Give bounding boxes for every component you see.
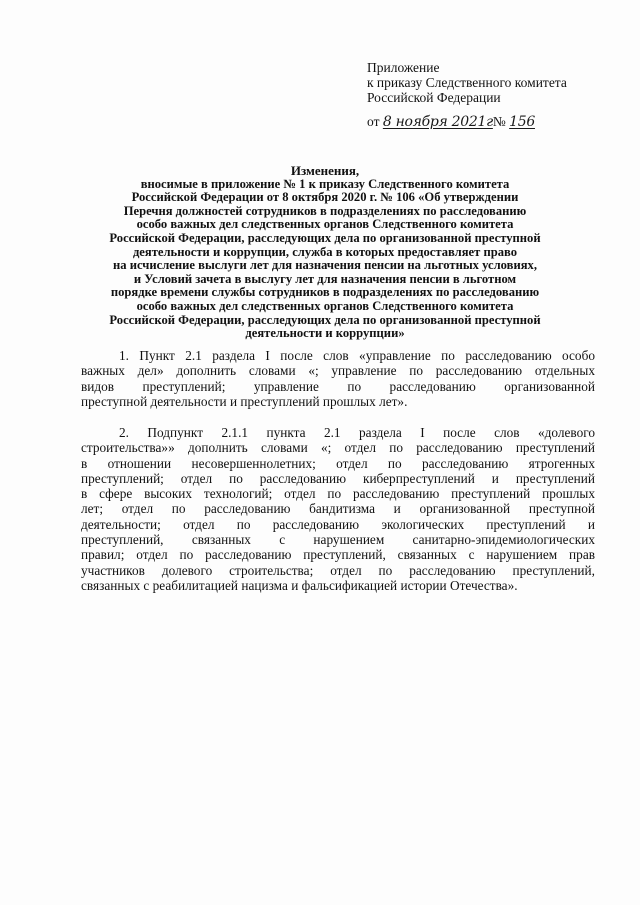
appendix-label: Приложение [367,60,440,75]
title-line: деятельности и коррупции» [245,326,405,341]
document-title [60,164,590,341]
title-line: деятельности и коррупции, служба в которых предоставляет право [132,244,518,259]
title-line: особо важных дел следственных органов Следственного комитета [136,217,514,232]
order-date-handwritten: 8 ноября 2021г [382,114,493,130]
title-line: порядке времени службы сотрудников в подразделениях по расследованию [110,285,540,300]
paragraph-line: важных дел» дополнить словами «; управление по расследованию отдельных [81,363,595,379]
order-date-line [367,114,535,134]
title-line: Перечня должностей сотрудников в подразделениях по расследованию [123,203,527,218]
appendix-org: Российской Федерации [367,90,501,105]
paragraph-line: преступной деятельности и преступлений прошлых лет». [81,393,408,409]
item-1-paragraph [81,348,595,409]
paragraph-line: строительства»» дополнить словами «; отдел по расследованию преступлений [81,440,595,456]
title-line: Изменения, [290,163,360,178]
order-date-prefix: от [367,114,380,129]
paragraph-line: деятельности; отдел по расследованию экологических преступлений и [81,516,595,532]
title-line: Российской Федерации от 8 октября 2020 г. № 106 «Об утверждении [131,190,519,205]
paragraph-line: участников долевого строительства; отдел по расследованию преступлений, [81,562,595,578]
paragraph-line: 2. Подпункт 2.1.1 пункта 2.1 раздела I после слов «долевого [119,425,595,440]
item-2-paragraph [81,425,595,593]
title-line: Российской Федерации, расследующих дела по организованной преступной [109,312,541,327]
paragraph-line: в отношении несовершеннолетних; отдел по расследованию ятрогенных [81,455,595,471]
appendix-header [367,60,617,105]
paragraph-line: преступлений, связанных с нарушением санитарно-эпидемиологических [81,532,595,548]
paragraph-line: 1. Пункт 2.1 раздела I после слов «управление по расследованию особо [119,348,595,363]
paragraph-line: видов преступлений; управление по расследованию организованной [81,378,595,394]
title-line: на исчисление выслуги лет для назначения пенсии на льготных условиях, [113,258,537,273]
paragraph-line: связанных с реабилитацией нацизма и фальсификацией истории Отечества». [81,577,518,593]
paragraph-line: преступлений; отдел по расследованию киберпреступлений и преступлений [81,470,595,486]
paragraph-line: лет; отдел по расследованию бандитизма и организованной преступной [81,501,595,517]
order-number-handwritten: 156 [509,114,535,130]
title-line: Российской Федерации, расследующих дела по организованной преступной [109,230,541,245]
appendix-order-ref: к приказу Следственного комитета [367,75,567,90]
title-line: вносимые в приложение № 1 к приказу Следственного комитета [140,176,510,191]
title-line: и Условий зачета в выслугу лет для назначения пенсии в льготном [133,271,517,286]
order-number-sign: № [492,114,506,129]
title-line: особо важных дел следственных органов Следственного комитета [136,298,514,313]
paragraph-line: правил; отдел по расследованию преступлений, связанных с нарушением прав [81,547,595,563]
paragraph-line: в сфере высоких технологий; отдел по расследованию преступлений прошлых [81,486,595,502]
